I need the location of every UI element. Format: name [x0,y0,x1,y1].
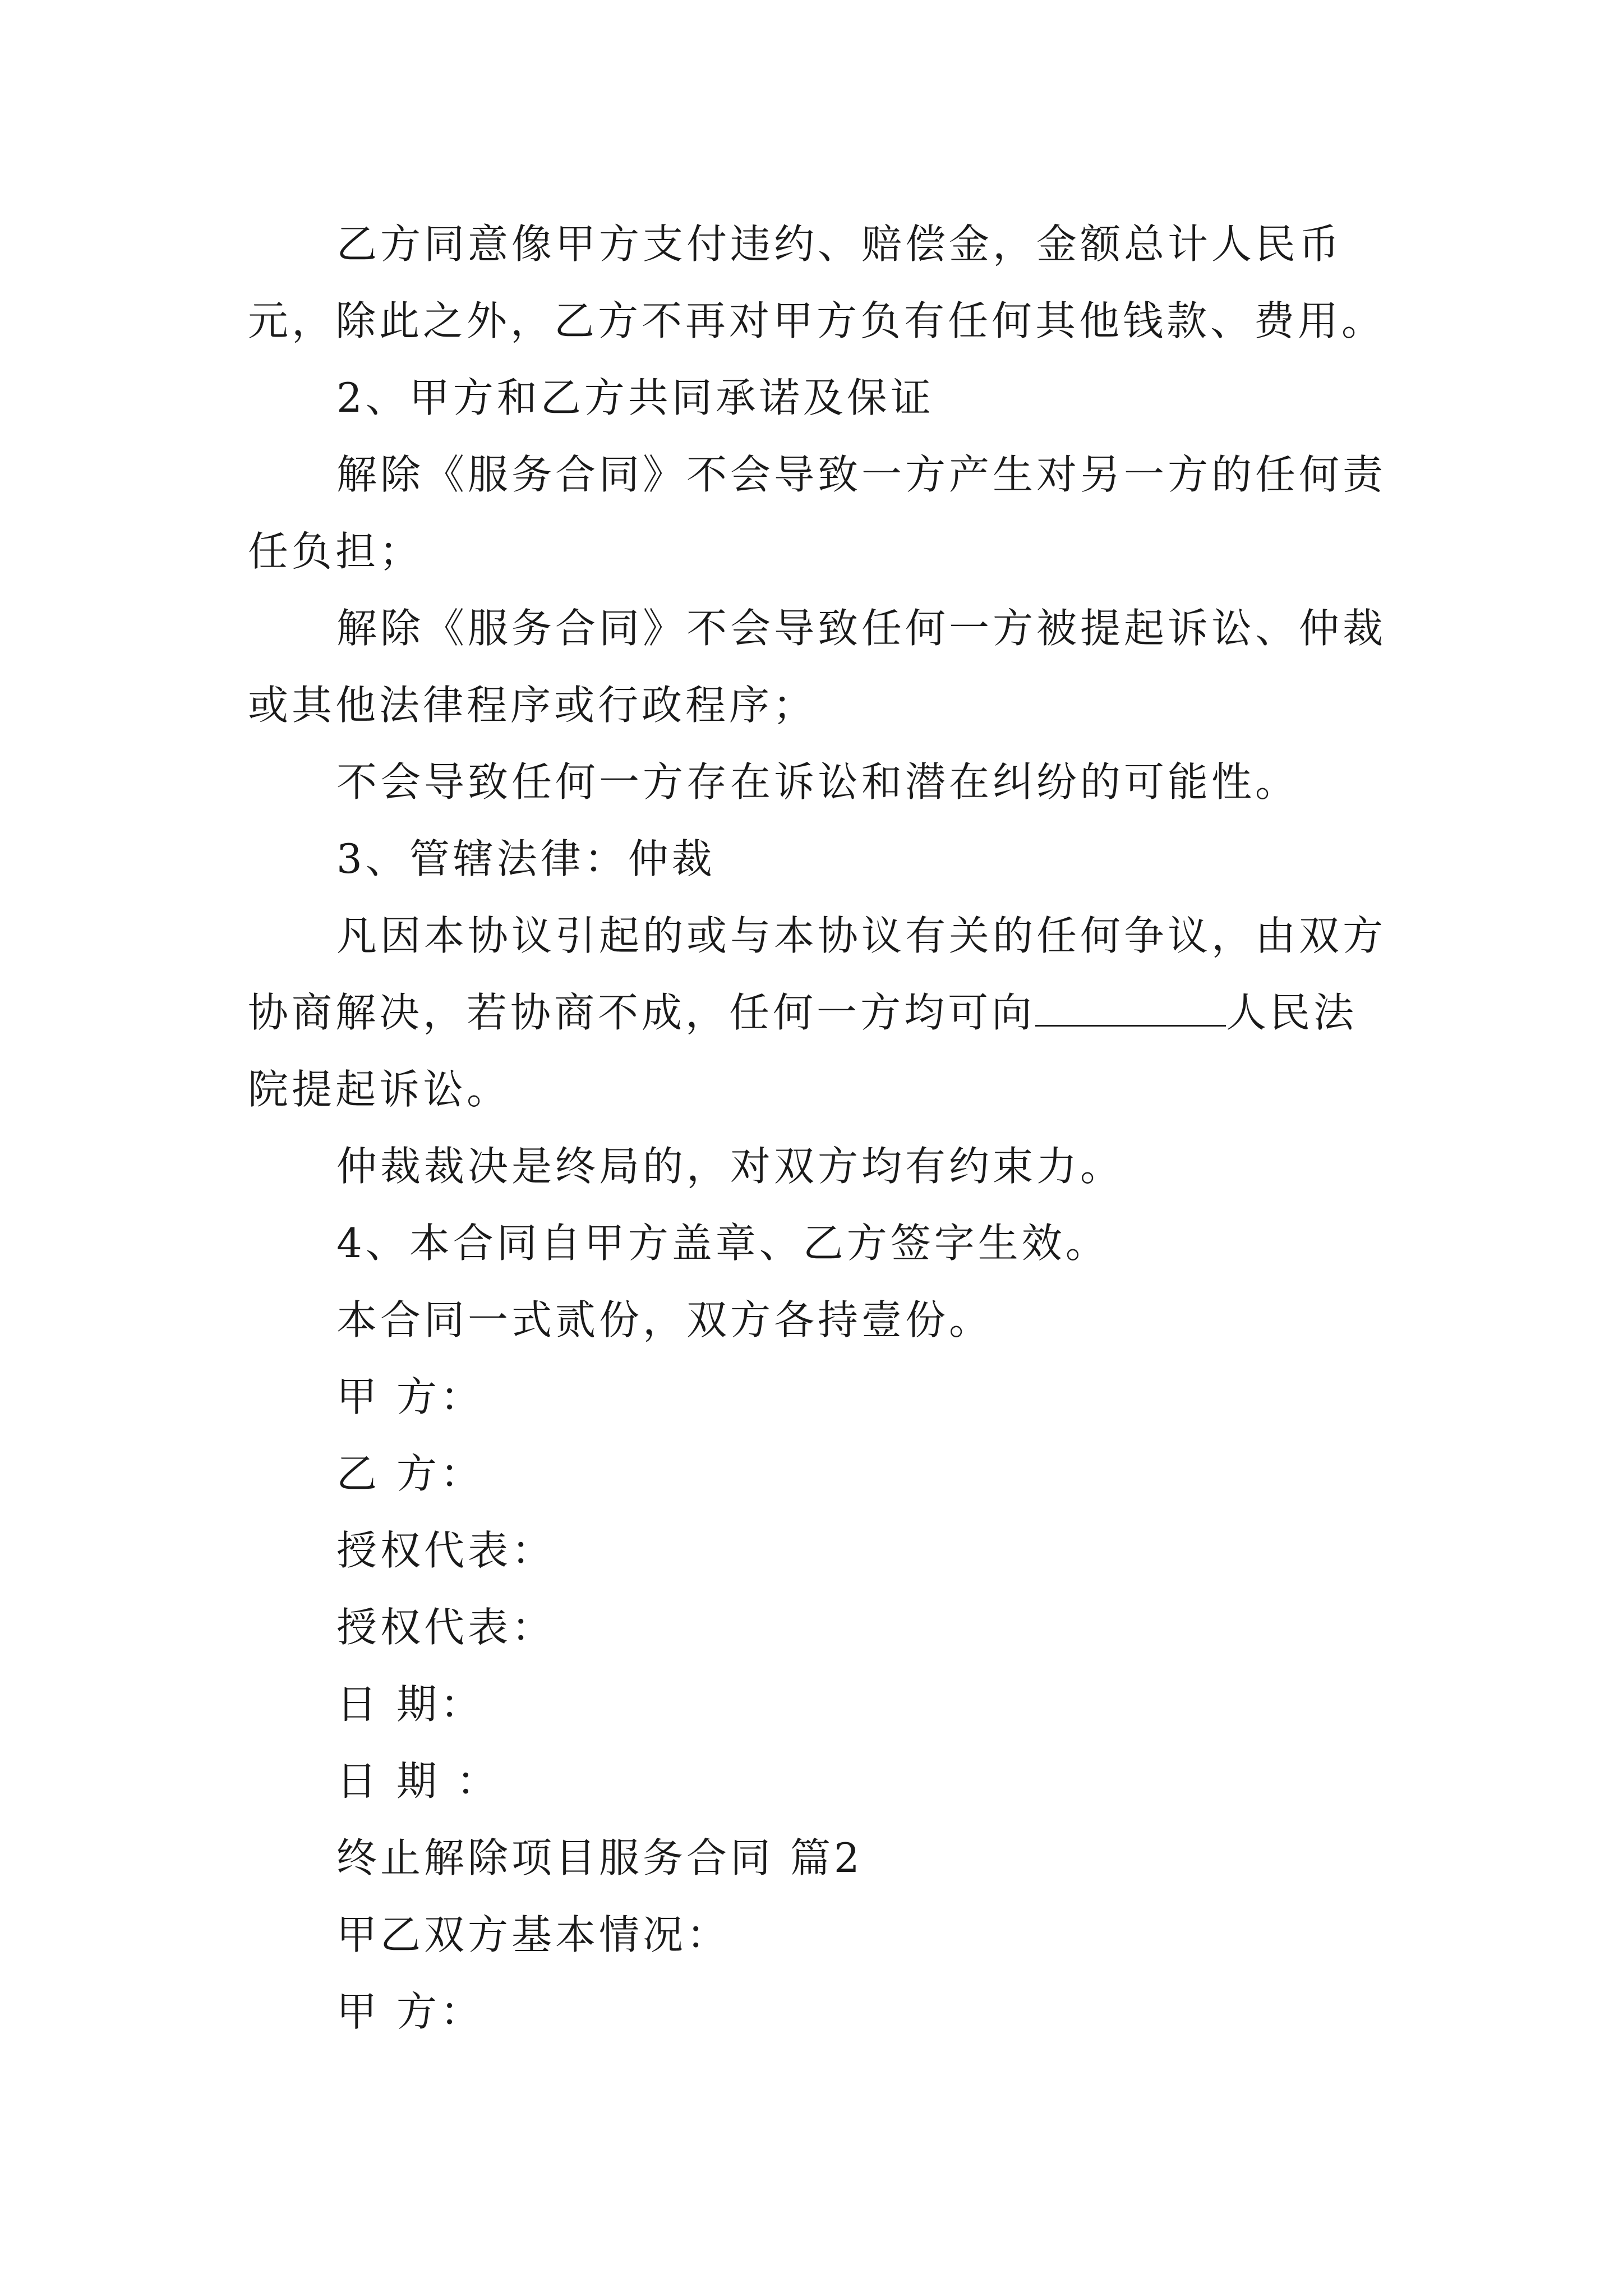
paragraph-line: 不会导致任何一方存在诉讼和潜在纠纷的可能性。 [336,758,1299,806]
signature-field-party-a: 甲 方： [336,1373,484,1420]
line-text: 人民法 [1226,989,1358,1036]
document-title: 终止解除项目服务合同 篇2 [336,1834,863,1881]
paragraph-line: 解除《服务合同》不会导致一方产生对另一方的任何责 [336,451,1387,498]
signature-field-party-a: 甲 方： [336,1988,484,2035]
paragraph-line: 甲乙双方基本情况： [336,1911,731,1958]
line-text: 协商解决，若协商不成，任何一方均可向 [248,989,1036,1036]
paragraph-line: 任负担； [248,528,423,575]
paragraph-line: 解除《服务合同》不会导致任何一方被提起诉讼、仲裁 [336,605,1387,652]
section-heading: 4、本合同自甲方盖章、乙方签字生效。 [336,1220,1109,1267]
paragraph-line: 乙方同意像甲方支付违约、赔偿金，金额总计人民币 [336,220,1343,268]
paragraph-line: 元，除此之外，乙方不再对甲方负有任何其他钱款、费用。 [248,297,1386,344]
paragraph-line: 或其他法律程序或行政程序； [248,682,817,729]
signature-field-party-b: 乙 方： [336,1450,484,1497]
section-heading: 2、甲方和乙方共同承诺及保证 [336,374,934,421]
paragraph-line: 本合同一式贰份，双方各持壹份。 [336,1296,993,1343]
paragraph-line [248,984,1357,1041]
signature-field-date: 日 期 ： [336,1757,500,1805]
paragraph-line: 仲裁裁决是终局的，对双方均有约束力。 [336,1143,1124,1190]
signature-field-date: 日 期： [336,1681,484,1728]
signature-field-representative: 授权代表： [336,1604,556,1651]
paragraph-line: 院提起诉讼。 [248,1066,511,1113]
signature-field-representative: 授权代表： [336,1527,556,1574]
section-heading: 3、管辖法律：仲裁 [336,835,716,882]
fill-in-blank [1035,991,1226,1027]
paragraph-line: 凡因本协议引起的或与本协议有关的任何争议，由双方 [336,912,1387,959]
